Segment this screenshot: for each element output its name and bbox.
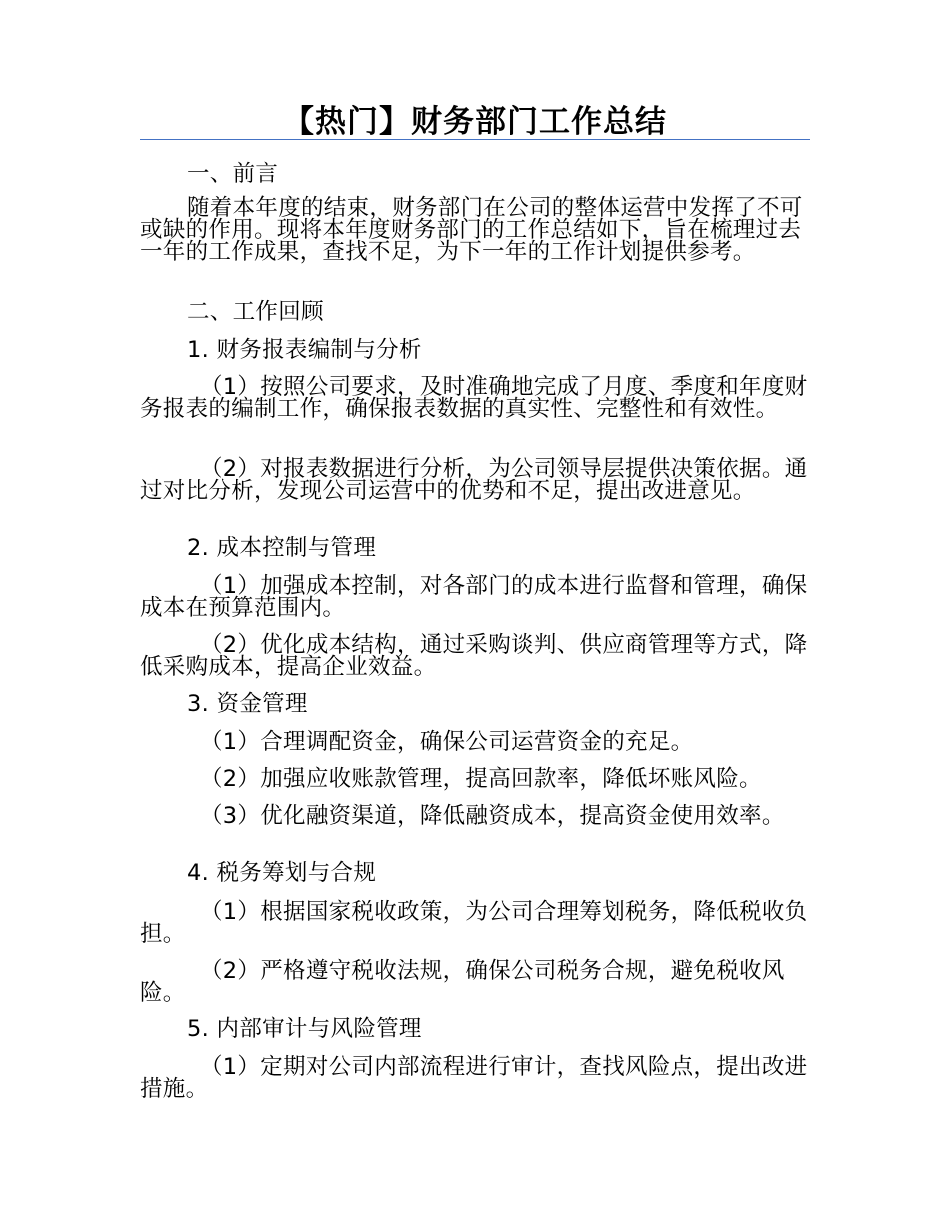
section-4-item-2: （2）严格遵守税收法规，确保公司税务合规，避免税收风险。: [140, 958, 785, 1006]
section-4-item-1: （1）根据国家税收政策，为公司合理筹划税务，降低税收负担。: [140, 899, 808, 947]
section-3-item-3: （3）优化融资渠道，降低融资成本，提高资金使用效率。: [200, 803, 785, 829]
review-heading: 二、工作回顾: [187, 299, 324, 325]
section-5-item-1: （1）定期对公司内部流程进行审计，查找风险点，提出改进措施。: [140, 1054, 808, 1102]
section-1-item-2: （2）对报表数据进行分析，为公司领导层提供决策依据。通过对比分析，发现公司运营中的优势和不足，提出改进意见。: [140, 456, 808, 504]
preface-paragraph: 随着本年度的结束，财务部门在公司的整体运营中发挥了不可或缺的作用。现将本年度财务部门的工作总结如下，旨在梳理过去一年的工作成果，查找不足，为下一年的工作计划提供参考。: [140, 195, 803, 265]
section-1-heading: 1. 财务报表编制与分析: [187, 337, 422, 363]
preface-heading: 一、前言: [187, 161, 279, 187]
section-4-heading: 4. 税务筹划与合规: [187, 860, 377, 886]
document-title: 【热门】财务部门工作总结: [283, 104, 667, 140]
section-2-item-2: （2）优化成本结构，通过采购谈判、供应商管理等方式，降低采购成本，提高企业效益。: [140, 632, 808, 680]
section-2-heading: 2. 成本控制与管理: [187, 535, 377, 561]
section-3-item-2: （2）加强应收账款管理，提高回款率，降低坏账风险。: [200, 766, 762, 792]
section-1-item-1: （1）按照公司要求，及时准确地完成了月度、季度和年度财务报表的编制工作，确保报表数据的真实性、完整性和有效性。: [140, 374, 808, 422]
section-2-item-1: （1）加强成本控制，对各部门的成本进行监督和管理，确保成本在预算范围内。: [140, 573, 808, 621]
section-3-item-1: （1）合理调配资金，确保公司运营资金的充足。: [200, 729, 694, 755]
section-5-heading: 5. 内部审计与风险管理: [187, 1016, 422, 1042]
section-3-heading: 3. 资金管理: [187, 691, 308, 717]
title-underline: [140, 139, 810, 140]
